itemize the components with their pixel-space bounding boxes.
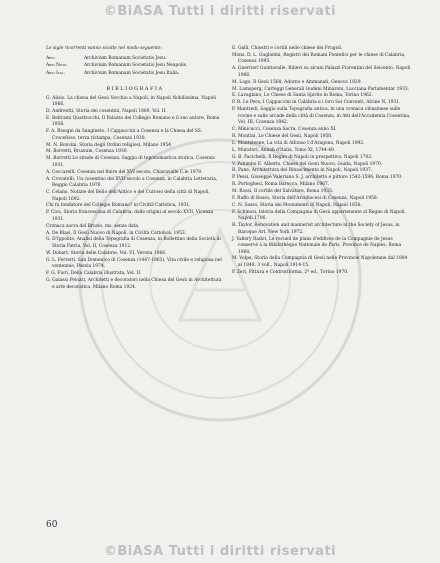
bibliography-entry: Mons. D. L. Guglielmi, Registri dei Romani Pontefici per le chiese di Calabria, Cosenza 1995. [232,52,406,65]
bibliography-entry: E. Galli, Chiostri e cortili nelle chiese dei Frugoli. [232,46,343,51]
bibliography-entry: G. Galassi Pelozzi, Architetti e decoratori nella Chiesa del Gesù in Architettura e arte decorativa, Milano Roma 1924. [46,278,222,290]
abbreviation-value: Archivium Romanum Societatis Jesu. [84,55,167,61]
bibliography-entry: M. Rossi, Il cortile del Salvatore, Roma 1933. [232,189,334,195]
abbreviation-row [46,71,224,78]
bibliography-entry: Chi fu fondatore del Collegio Romano? in Civiltà Cattolica, 1931. [46,203,191,209]
page-number: 60 [46,520,58,530]
bibliography-entry: D. Andreotti, Storia dei cosentini, Napoli 1869, Vol. II. [46,108,167,114]
abbreviation-row [46,63,224,70]
bibliography-entry: J. Vallery Radot, Le recueil de plans d'edifices de la Compagnie de Jesus conservé à la Bibliothèque Nationale de Paris, Province de Naples, Roma 1960. [232,236,402,255]
bibliography-entry: R. Montini, Le Chiese del Gesù, Napoli 1958. [232,134,333,140]
bibliography-entry: F. A. Bisogni da Sangineto, I Cappuccini a Cosenza e la Chiesa del SS. Crocefisso, terza ristampa, Cosenza 1930. [46,129,202,141]
bibliography-entry: F. G. Fiori, Della Calabria illustrata, Vol. II. [46,271,142,277]
abbreviation-key: Arsi Neap. [46,63,68,68]
bibliography-entry: C. N. Sasso, Storia dei Monumenti di Napoli, Napoli 1856. [232,202,362,208]
bibliography-entry: G. L. Ferretti, San Domenico di Cosenza (1447-1863). Vita civile e religiosa nel ventennio, Poezia 1974. [46,257,222,270]
bibliography-entry: E. Beltrami Quattrocchi, Il Palazzo del Collegio Romano e il suo autore, Roma 1956. [46,115,220,128]
bibliography-entry: A. De Blasi, Il Gesù Nuovo di Napoli, in Civiltà Cattolica, 1953. [46,230,187,236]
bibliography-entry: W. Dobart, Storia delle Calabrie, Vol. VI, Verona 1966. [46,250,167,256]
bibliography-entry: R. Portoghesi, Roma Barocca, Milano 1967. [232,182,330,188]
abbreviation-value: Archivium Romanum Societatis Jesu Neapolis. [84,63,188,68]
bibliography-entry: F. Schinosi, Istoria della Compagnia di Gesù appartenente al Regno di Napoli, Napoli 1706. [232,209,406,222]
bibliography-entry: L. Muratori, Annali d'Italia, Tomo XI, 1744-49. [232,147,336,153]
bibliography-entry: P. Mantredi, Saggio sulla Topografia antica, in una cronaca chiusinese sulle rovine e sulle arcade della città di Cosenza, in Atti dell'Accademia Cosentina, Vol. III, Cosenza 1842. [232,107,411,126]
bibliography-entry: P. Zeri, Pittura e Controriforma, 2ª ed., Torino 1970. [232,269,349,275]
bibliography-entry: M. N. Bonvini, Storia degli Ordini religiosi, Milano 1954. [46,142,173,148]
bibliography-entry: G. Alisio, La chiesa del Gesù Vecchio a Napoli, in Napoli Nobilissima, Napoli 1966. [46,95,217,107]
bibliography-entry: V. Palumbo E. Alberto, Chiese del Gesù Nuovo, Guida, Napoli 1970. [232,161,383,167]
bibliography-entry: M. Volpe, Storia della Compagnia di Gesù nelle Provincie Napoletane dal 1804 al 1848, 3 voll., Napoli 1914-15. [232,256,408,268]
section-title: BIBLIOGRAFIA [106,86,164,92]
bibliography-entry: M. Lago, Il Gesù 1568, Adorno e Ammanati, Genova 1929. [232,79,362,85]
bibliography-entry: A. Guerrieri Guintavalle, Rilievi su alcuni Palazzi Fiorentini del Seicento, Napoli 1966. [232,66,411,78]
bibliography-entry: F. Ruffo di Rosso, Storia dell'Arcidiocesi di Cosenza, Napoli 1958. [232,196,379,202]
bibliography-entry: M. Borretti, Bruzium, Cosenza 1930. [46,149,128,155]
bibliography-entry: R. Pane, Architettura del Rinascimento in Napoli, Napoli 1937. [232,168,373,174]
bibliography-entry: P. Civa, Storia francescana di Calabria, dalle origini al secolo XVII, Vicenza 1931. [46,210,214,222]
bibliography-entry: C. Celano, Notizie del Bello dell'Antico e del Curioso della città di Napoli, Napoli 1692. [46,190,210,202]
bibliography-entry: A. Ceccarelli, Cosenza nel finire del XVI secolo, Chiaravalle C.le 1978. [46,169,203,175]
bibliography-entry: L. Monteleone, La vita di Alfonso I d'Aragona, Napoli 1992. [232,140,365,146]
abbreviation-key: Arsi Ital. [46,70,66,76]
bibliography-entry: M. Borretti Le strade di Cosenza. Saggio di toponomastica storica, Cosenza 1931. [46,156,215,168]
abbreviation-row [46,56,224,63]
bibliography-entry: A. Crovatelli, Un cosentino del XVII secolo a Cosenza, in Calabria Letteraria, Reggio Calabria 1976. [46,176,218,189]
abbreviation-value: Archivium Romanum Societatis Jesu Italia. [84,70,180,76]
bibliography-entry: E. Lavagnino, Le Chiese di Santa Spirito in Roma, Torino 1962. [232,93,373,99]
left-column [46,46,224,291]
bibliography-entry: C. Minicucci, Cosenza Sacra, Cosenza anno XI. [232,127,337,133]
bibliography-list-left [46,96,224,292]
bibliography-entry: G. D'Ippolito, Analisi della Topografia di Cosenza, in Bollettino della Società di Storia Patria, Vol. II, Cosenza 1912. [46,237,221,249]
abbreviations-intro: Le sigle ricorrenti vanno sciolte nel modo seguente: [46,46,162,51]
bibliography-entry: R. Taylor, Renovation and mannerist architecture in the Society of Jesus, in Baroque Art, New York 1972. [232,223,400,235]
bibliography-entry: M. Lamsperg, Carteggi Generali Gudeni Minaroni, Lucciana Parlamentar 1933. [232,86,410,92]
bibliography-entry: P. Pessi, Giuseppe Valeriano S. J. architetto e pittore 1542-1596, Roma 1970. [232,175,403,181]
right-column [232,46,412,277]
abbreviation-key: Arsi [46,55,55,61]
bibliography-entry: G. B. Pacichelli, Il Regno di Napoli in prospettiva, Napoli 1703. [232,154,373,160]
bibliography-entry: P. R. Le Pera, I Cappuccini in Calabria e i loro Sei Conventi, Alcine N. 1931. [232,100,401,106]
bibliography-list-right [232,46,412,276]
bibliography-entry: Cronaca sacra del Bruzio, ms. senza data. [46,223,140,229]
watermark-bottom: ©BiASA Tutti i diritti riservati [103,544,337,559]
watermark-top: ©BiASA Tutti i diritti riservati [103,4,337,19]
